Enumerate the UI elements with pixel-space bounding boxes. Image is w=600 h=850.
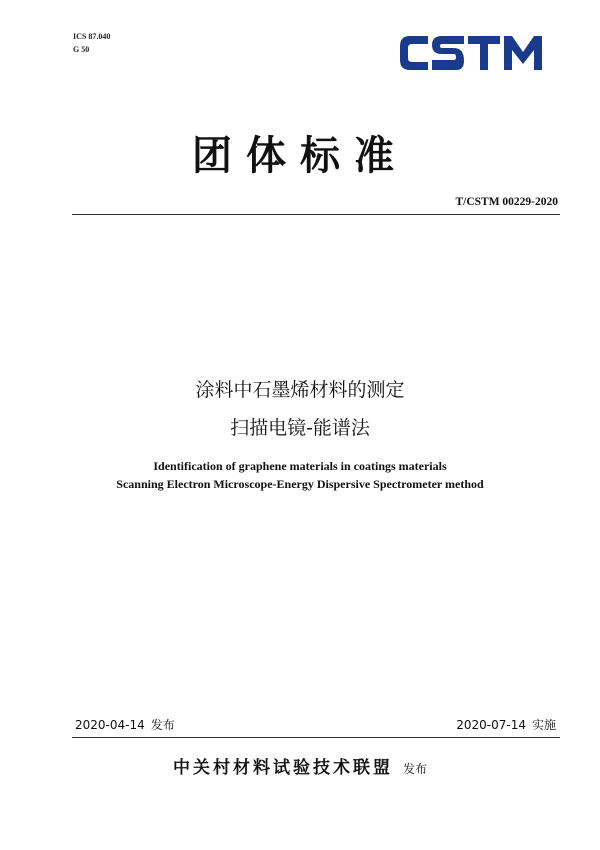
issue-date-label: 发布 — [150, 718, 175, 732]
publisher-name: 中关村材料试验技术联盟 — [172, 758, 393, 778]
chinese-title-line-1: 涂料中石墨烯材料的测定 — [195, 379, 405, 401]
publisher-label: 发布 — [402, 762, 427, 776]
implementation-date-label: 实施 — [531, 718, 556, 732]
document-type-title: 团体标准 — [192, 133, 408, 179]
implementation-date-value: 2020-07-14 — [456, 718, 526, 732]
ccs-code: G 50 — [73, 45, 90, 54]
implementation-date — [456, 716, 556, 733]
issue-date — [75, 716, 175, 733]
publisher — [0, 753, 600, 778]
classification-codes — [73, 30, 110, 56]
footer-divider — [72, 737, 560, 738]
standard-number: T/CSTM 00229-2020 — [455, 196, 558, 208]
ics-code: ICS 87.040 — [73, 32, 111, 41]
english-title-line-2: Scanning Electron Microscope-Energy Dispersive Spectrometer method — [116, 477, 484, 491]
cstm-logo — [398, 30, 544, 76]
issue-date-value: 2020-04-14 — [75, 718, 145, 732]
header-divider — [72, 214, 560, 215]
english-title-line-1: Identification of graphene materials in coatings materials — [153, 459, 447, 473]
chinese-title-line-2: 扫描电镜-能谱法 — [230, 417, 370, 439]
